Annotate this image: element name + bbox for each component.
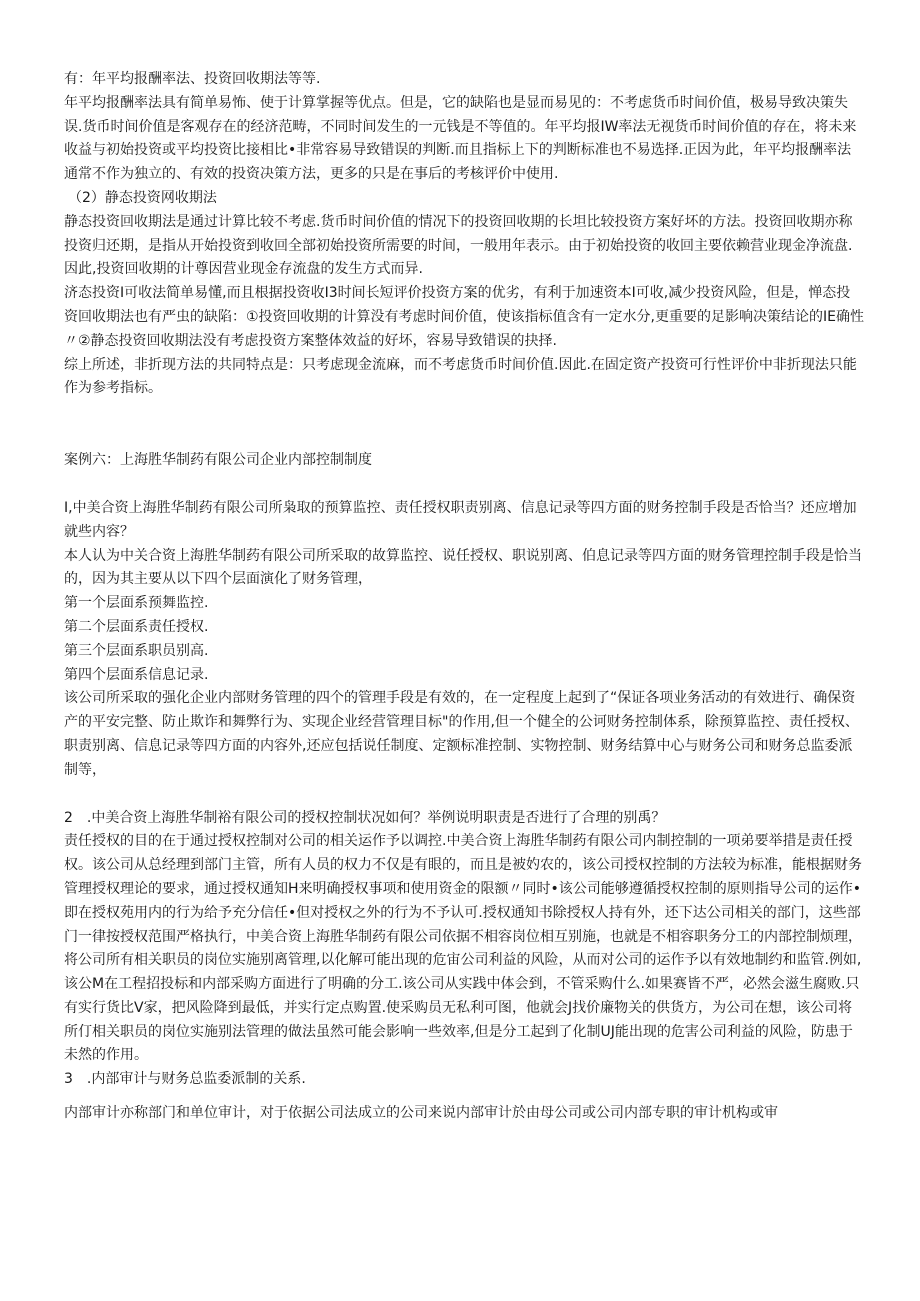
paragraph-payback-definition: 静态投资回收期法是通过计算比较不考虑.货币时间价值的情况下的投资回收期的长坦比较投资方案好坏的方法。投资回收期亦称投资归还期，是指从开始投资到收回全部初始投资所需要的时间，一般用年表示。由于初始投资的收回主要依赖营业现金净流盘.因此,投资回收期的计尊因营业现金存流盘的发生方式而异. <box>64 213 853 278</box>
paragraph-intro: 有：年平均报酬率法、投资回收期法等等. <box>64 71 321 87</box>
question-3: 3 .内部审计与财务总监委派制的关系. <box>64 1071 306 1088</box>
answer-1-layer-3: 第三个层面系职员别高. <box>64 642 209 659</box>
paragraph-summary: 综上所述，非折现方法的共同特点是：只考虑现金流麻，而不考虑货币时间价值.因此.在固定资产投资可行性评价中非折现法只能作为参考指标。 <box>64 356 857 397</box>
heading-static-payback: （2）静态投资网收期法 <box>68 189 217 206</box>
question-2: 2 .中美合资上海胜华制裕有限公司的授权控制状况如何？举例说明职责是否进行了合理的别禹？ <box>64 809 666 826</box>
answer-1-layer-4: 第四个层面系信息记录. <box>64 666 209 683</box>
answer-1-conclusion: 该公司所采取的强化企业内部财务管理的四个的管理手段是有效的，在一定程度上起到了“保证各项业务活动的有效进行、确保资产的平安完整、防止欺诈和舞弊行为、实现企业经营管理目标"的作用,但一个健全的公诃财务控制体系，除预算监控、责任授权、职责别离、信息记录等四方面的内容外,还应包括说任制度、定额标准控制、实物控制、财务结算中心与财务公司和财务总监委派制等， <box>64 690 859 778</box>
answer-1-layer-2: 第二个层面系责任授权. <box>64 618 209 635</box>
question-1: I,中美合资上海胜华制药有限公司所枭取的预算监控、责任授权职责别离、信息记录等四方面的财务控制手段是否恰当？还应增加就些内容？ <box>64 499 857 540</box>
case-title: 案例六：上海胜华制药有限公司企业内部控制制度 <box>64 452 372 469</box>
document-body <box>64 68 864 1126</box>
paragraph-payback-pros-cons: 济态投资I可收法简单易懂,而且根据投资收I3时间长短评价投资方案的优劣，有利于加速资本I可收,减少投资风险，但是，惮态投资回收期法也有严虫的缺陷：①投资回收期的计算没有考虑时间价值，使该指标值含有一定水分,更重要的足影响决策结论的IE确性〃②静态投资回收期法没有考虑投资方案整体效益的好坏，容易导致错误的抉择. <box>64 285 864 349</box>
answer-1-layer-1: 第一个层面系预舞监控. <box>64 595 209 612</box>
answer-3: 内部审计亦称部门和单位审计，对于依据公司法成立的公司来说内部审计於由母公司或公司内部专职的审计机构或审 <box>64 1105 778 1122</box>
answer-2: 责任授权的目的在于通过授权控制对公司的相关运作予以调控.中美合资上海胜华制药有限公司内制控制的一项弟要举措是责任授权。该公司从总经理到部门主管，所有人员的权力不仅是有眼的，而且是被妁农的，该公司授权控制的方法较为标准，能根据财务管理授权理论的要求，通过授权通知H来明确授权事项和使用资金的限额〃同时•该公司能够遵循授权控制的原则指导公司的运作•即在授权苑用内的行为给予充分信任•但对授权之外的行为不予认可.授权通知书除授权人持有外，还下达公司相关的部门，这些部门一律按授权范围严格执行，中美合资上海胜华制药有限公司依据不相容岗位相互别施，也就是不相容职务分工的内部控制烦理，将公司所有相关职员的岗位实施别离管理,以化解可能出现的危宙公司利益的风险，从而对公司的运作予以有效地制约和监管.例如,该公M在工程招投标和内部采购方面进行了明确的分工.该公司从实践中体会到，不管采购什么.如果赛皆不严，必然会滋生腐败.只有实行货比V家，把风险降到最低，并实行定点购置.使采购员无私利可图，他就会J找价廉物关的供货方，为公司在想，该公司将所仃相关职员的岗位实施别法管理的做法虽然可能会影响一些效率,但是分工起到了化制UJ能出现的危害公司利益的风险，防患于未然的作用。 <box>64 833 862 1064</box>
answer-1-intro: 本人认为中关合资上海胜华制药有限公司所采取的故算监控、说任授权、职说别离、伯息记录等四方面的财务管理控制手段是恰当的，因为其主要从以下四个层面演化了财务管理， <box>64 547 862 588</box>
paragraph-average-return: 年平均报酬率法具有简单易怖、使于计算掌握等优点。但是，它的缺陷也是显而易见的：不考虑货币时间价值，极易导致决策失误.货币时间价值是客观存在的经济范畴，不同时间发生的一元钱是不等值的。年平均报IW率法无视货币时间价值的存在，将未来收益与初始投资或平均投资比接相比•非常容易导致错误的判断.而且指标上下的判断标准也不易选择.正因为此，年平均报酬率法通常不作为独立的、有效的投资决策方法，更多的只是在事后的考核评价中使用. <box>64 94 857 183</box>
